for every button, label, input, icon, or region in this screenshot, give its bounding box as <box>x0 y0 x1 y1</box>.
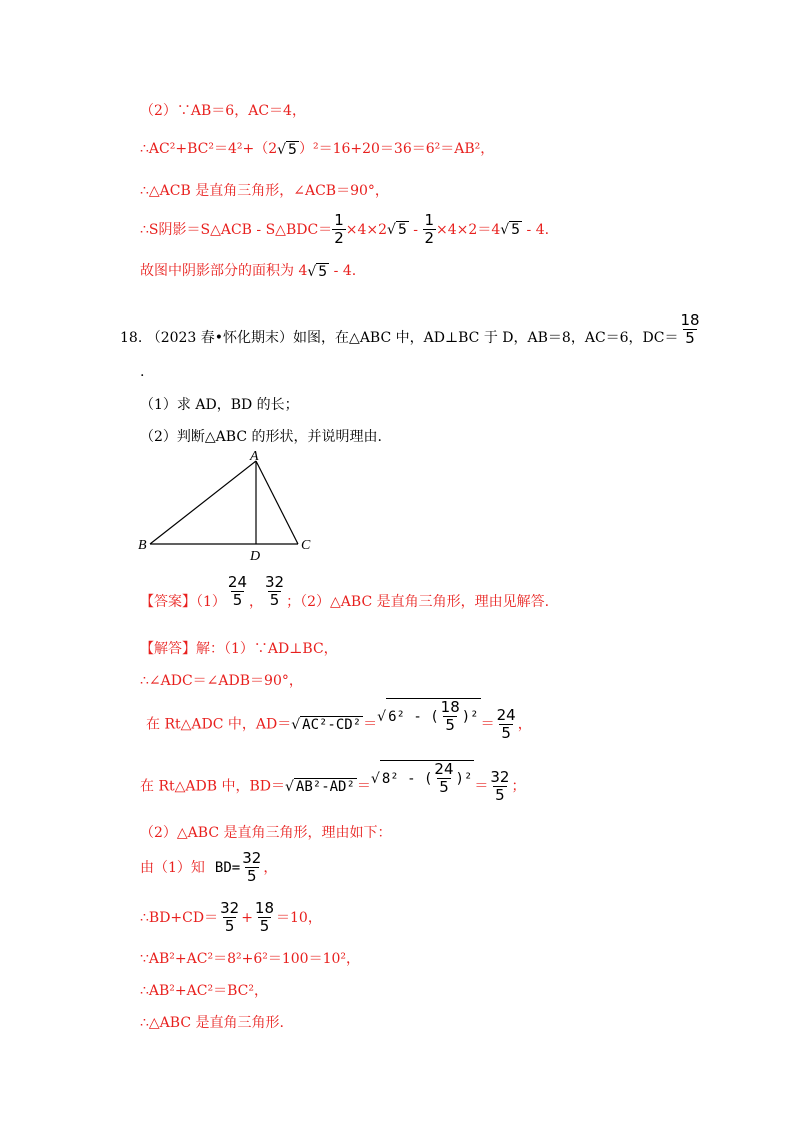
solution-line-7 <box>140 900 322 936</box>
text: ， <box>263 859 278 876</box>
sqrt-5: √ 5 <box>387 222 407 239</box>
solution-line-4 <box>140 760 526 805</box>
text: - 4. <box>329 263 357 279</box>
side-ab <box>150 461 256 544</box>
text: 在 Rt△ADC 中，AD＝ <box>146 716 292 733</box>
triangle-figure <box>130 445 330 565</box>
text: ＝ <box>356 778 371 795</box>
text: 故图中阴影部分的面积为 4 <box>140 263 308 279</box>
label-a: A <box>250 449 259 464</box>
text: ∴AC²+BC²＝4²+（2 <box>140 141 278 157</box>
text: ；（2）△ABC 是直角三角形，理由见解答. <box>286 593 550 610</box>
prev-line-3: ∴△ACB 是直角三角形，∠ACB＝90°， <box>140 183 389 199</box>
text: ＝ <box>480 716 495 733</box>
fraction-24-5: $\frac{24}{5}$ <box>434 760 454 797</box>
text: 18. （2023 春•怀化期末）如图，在△ABC 中，AD⊥BC 于 D，AB＝8，AC＝6，DC＝ <box>120 329 679 346</box>
text: 由（1）知 <box>140 859 205 876</box>
text: ， <box>517 716 532 733</box>
text: ＝ <box>474 778 489 795</box>
prev-line-5 <box>140 260 356 280</box>
solution-line-8: ∵AB²+AC²＝8²+6²＝100＝10²， <box>140 951 361 967</box>
text: - 4. <box>522 221 550 238</box>
fraction-dc: $\frac{18}{5}$ <box>680 311 700 348</box>
fraction-half: $\frac{1}{2}$ <box>334 211 344 248</box>
text: ∴S阴影＝S△ACB - S△BDC＝ <box>140 221 333 238</box>
text: ， <box>249 593 264 610</box>
fraction-32-5: $\frac{32}{5}$ <box>265 573 285 610</box>
text: ∴BD+CD＝ <box>140 909 219 926</box>
answer-line <box>140 573 550 620</box>
fraction-32-5: $\frac{32}{5}$ <box>242 849 262 886</box>
solution-line-10: ∴△ABC 是直角三角形. <box>140 1015 284 1031</box>
sqrt-5: √ 5 <box>500 222 521 239</box>
label-c: C <box>301 538 311 553</box>
fraction-18-5: $\frac{18}{5}$ <box>254 899 275 936</box>
question-part-2: （2）判断△ABC 的形状，并说明理由. <box>140 429 382 445</box>
text: ＝ <box>363 716 378 733</box>
solution-line-2: ∴∠ADC＝∠ADB＝90°， <box>140 673 303 689</box>
stem-dot: . <box>140 364 145 380</box>
prev-line-2 <box>140 138 494 158</box>
solution-line-6 <box>140 850 277 886</box>
text: BD= <box>214 859 241 876</box>
fraction-32-5: $\frac{32}{5}$ <box>220 899 240 936</box>
sqrt-5: √ 5 <box>277 141 297 158</box>
label-d: D <box>250 549 261 564</box>
sqrt-5: √ 5 <box>307 263 328 280</box>
fraction-half: $\frac{1}{2}$ <box>424 211 435 248</box>
text: + <box>241 909 253 926</box>
fraction-18-5: $\frac{18}{5}$ <box>440 698 460 735</box>
solution-line-5: （2）△ABC 是直角三角形，理由如下： <box>140 825 392 841</box>
solution-line-3 <box>146 698 532 743</box>
text: 【答案】（1） <box>140 593 226 610</box>
question-part-1: （1）求 AD，BD 的长； <box>140 397 299 413</box>
sqrt-ac-cd: √ AC²-CD² <box>291 716 362 733</box>
fraction-32-5: $\frac{32}{5}$ <box>490 767 510 804</box>
fraction-24-5: $\frac{24}{5}$ <box>227 573 248 610</box>
side-ac <box>256 461 298 544</box>
text: ）²＝16+20＝36＝6²＝AB²， <box>298 141 495 157</box>
fraction-24-5: $\frac{24}{5}$ <box>496 705 516 742</box>
text: ＝10， <box>276 909 322 926</box>
sqrt-6-18-5: √ 6² - ( $\frac{18}{5}$ )² <box>377 698 479 735</box>
text: - <box>408 221 423 238</box>
sqrt-8-24-5: √ 8² - ( $\frac{24}{5}$ )² <box>370 760 473 797</box>
label-b: B <box>138 538 147 553</box>
text: ×4×2 <box>345 221 388 238</box>
text: 在 Rt△ADB 中，BD＝ <box>140 778 285 795</box>
text: ； <box>511 778 526 795</box>
prev-line-1: （2）∵AB＝6，AC＝4， <box>140 103 306 119</box>
text: ×4×2＝4 <box>436 221 501 238</box>
prev-line-4 <box>140 212 549 248</box>
solution-line-1: 【解答】解：（1）∵AD⊥BC， <box>140 641 338 657</box>
solution-line-9: ∴AB²+AC²＝BC²， <box>140 983 268 999</box>
sqrt-ab-ad: √ AB²-AD² <box>284 778 355 795</box>
question-18-stem <box>120 311 702 356</box>
